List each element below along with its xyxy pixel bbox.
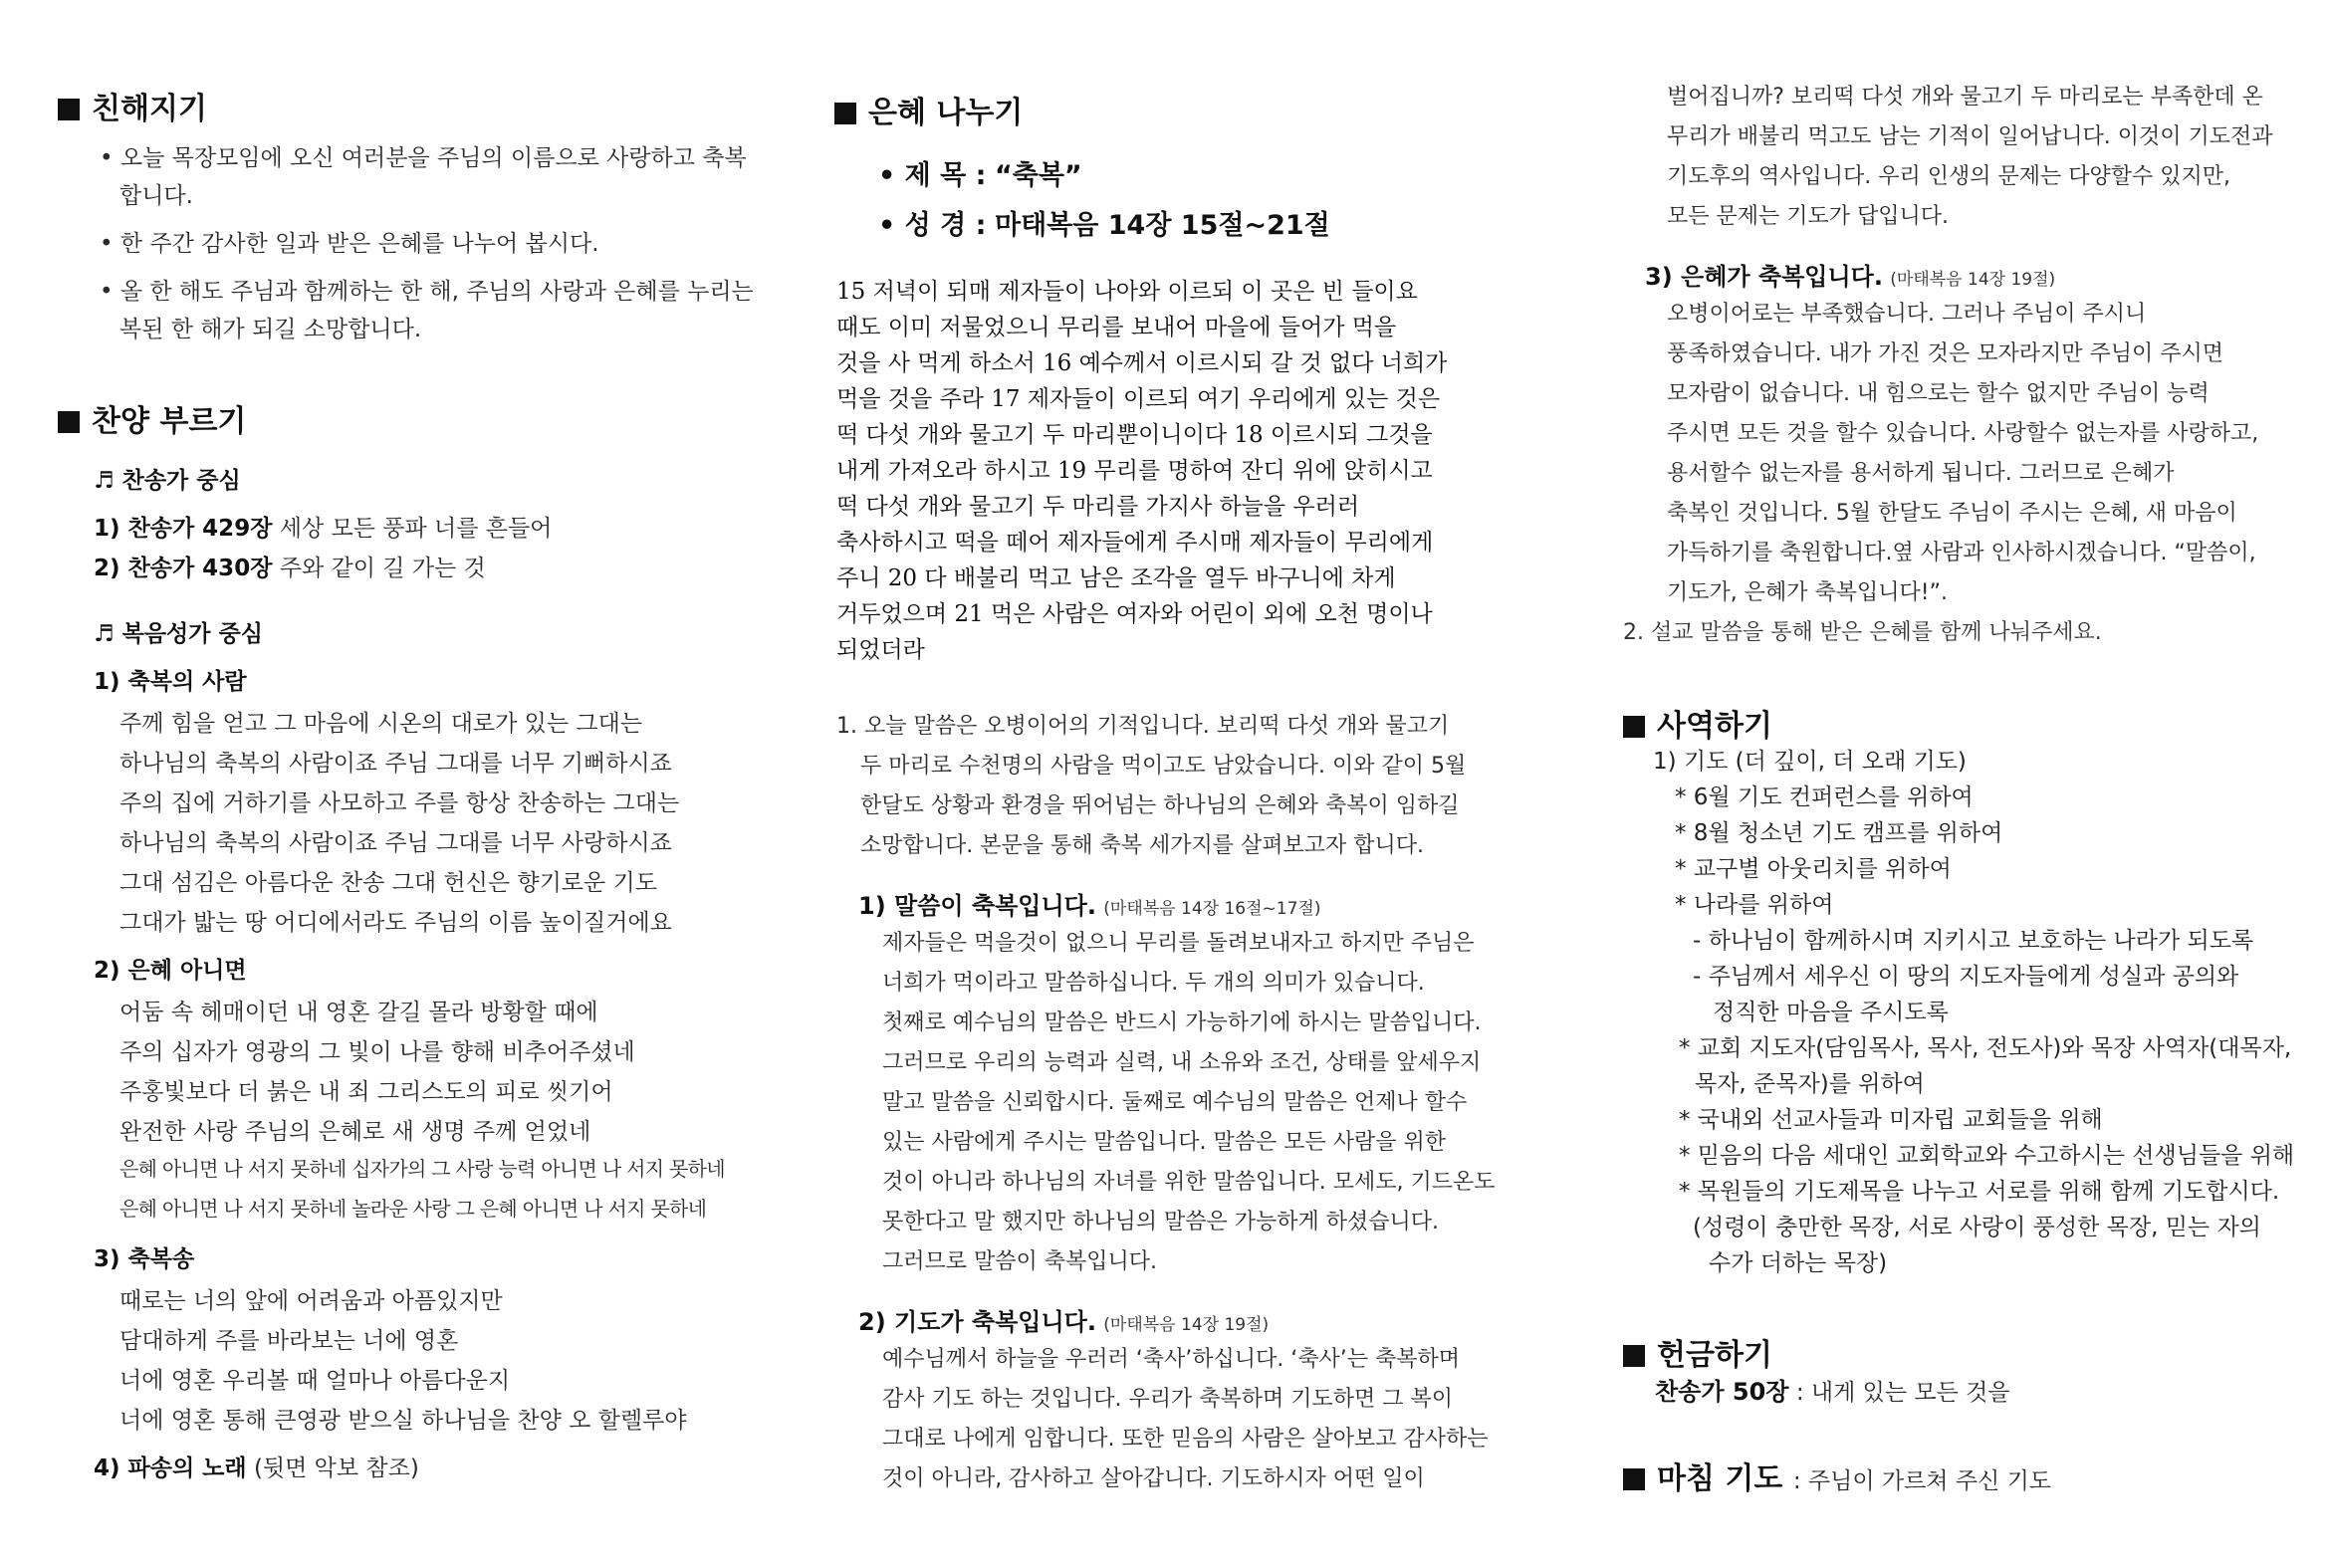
- point-1-line: 그러므로 말씀이 축복입니다.: [882, 1249, 1158, 1274]
- offering-hymn-title: : 내게 있는 모든 것을: [1795, 1380, 2010, 1406]
- point-3-line: 기도가, 은혜가 축복입니다!”.: [1667, 580, 1948, 605]
- prayer-heading: 1) 기도 (더 깊이, 더 오래 기도): [1653, 749, 1967, 775]
- point-1-line: 그러므로 우리의 능력과 실력, 내 소유와 조건, 상태를 앞세우지: [882, 1050, 1482, 1075]
- scripture-line: 거두었으며 21 먹은 사람은 여자와 어린이 외에 오천 명이나: [836, 601, 1433, 627]
- scripture-label: • 성 경 :: [878, 210, 987, 241]
- square-bullet-icon: [1623, 716, 1645, 738]
- square-bullet-icon: [834, 103, 856, 124]
- hymn-title: 세상 모든 풍파 너를 흔들어: [279, 516, 553, 542]
- prayer-item: * 교회 지도자(담임목사, 목사, 전도사)와 목장 사역자(대목자,: [1679, 1035, 2292, 1061]
- point-1-line: 너희가 먹이라고 말씀하십니다. 두 개의 의미가 있습니다.: [882, 971, 1425, 996]
- scripture-line: 떡 다섯 개와 물고기 두 마리를 가지사 하늘을 우러러: [836, 494, 1360, 520]
- point-3-heading: [1645, 257, 2055, 292]
- point-2-line: 예수님께서 하늘을 우러러 ‘축사’하십니다. ‘축사’는 축복하며: [882, 1347, 1460, 1372]
- prayer-item: * 나라를 위하여: [1675, 892, 1834, 918]
- prayer-item: 목자, 준목자)를 위하여: [1695, 1071, 1925, 1097]
- lyric-line: 주홍빛보다 더 붉은 내 죄 그리스도의 피로 씻기어: [119, 1079, 613, 1105]
- sermon-scripture: [878, 203, 1330, 242]
- hymn-label: 2) 찬송가 430장: [94, 556, 273, 581]
- song-title: 4) 파송의 노래: [94, 1456, 247, 1481]
- point-3-line: 용서할수 없는자를 용서하게 됩니다. 그러므로 은혜가: [1667, 461, 2175, 486]
- point-1-line: 첫째로 예수님의 말씀은 반드시 가능하기에 하시는 말씀입니다.: [882, 1010, 1482, 1035]
- lyric-line: 그대가 밟는 땅 어디에서라도 주님의 이름 높이질거에요: [119, 910, 672, 936]
- heading-text: 마침 기도: [1657, 1461, 1783, 1496]
- point-2-line: 그대로 나에게 임합니다. 또한 믿음의 사람은 살아보고 감사하는: [882, 1427, 1489, 1452]
- square-bullet-icon: [58, 99, 80, 120]
- lyric-line: 담대하게 주를 바라보는 너에 영혼: [119, 1328, 459, 1354]
- prayer-subitem: - 주님께서 세우신 이 땅의 지도자들에게 성실과 공의와: [1693, 964, 2239, 990]
- section-heading-fellowship: [58, 84, 207, 127]
- prayer-item: * 국내외 선교사들과 미자립 교회들을 위해: [1679, 1107, 2103, 1133]
- point-reference: (마태복음 14장 19절): [1890, 270, 2056, 290]
- point-title: 3) 은혜가 축복입니다.: [1645, 263, 1883, 291]
- sermon-intro-line: 한달도 상황과 환경을 뛰어넘는 하나님의 은혜와 축복이 임하길: [860, 793, 1460, 818]
- intro-line: 복된 한 해가 되길 소망합니다.: [119, 317, 422, 342]
- heading-text: 찬양 부르기: [92, 404, 247, 439]
- scripture-line: 내게 가져오라 하시고 19 무리를 명하여 잔디 위에 앉히시고: [836, 458, 1433, 484]
- prayer-item: 수가 더하는 목장): [1709, 1250, 1888, 1276]
- sermon-intro-line: 두 마리로 수천명의 사람을 먹이고도 남았습니다. 이와 같이 5월: [860, 754, 1467, 779]
- lyric-line: 어둠 속 헤매이던 내 영혼 갈길 몰라 방황할 때에: [119, 1000, 598, 1025]
- scripture-line: 것을 사 먹게 하소서 16 예수께서 이르시되 갈 것 없다 너희가: [836, 350, 1448, 376]
- scripture-line: 되었더라: [836, 637, 925, 663]
- sermon-title: [878, 153, 1082, 192]
- section-heading-offering: [1623, 1330, 1772, 1374]
- prayer-item: * 8월 청소년 기도 캠프를 위하여: [1675, 820, 2003, 846]
- intro-line: • 한 주간 감사한 일과 받은 은혜를 나누어 봅시다.: [100, 231, 599, 257]
- point-title: 2) 기도가 축복입니다.: [858, 1308, 1096, 1336]
- song-title: 2) 은혜 아니면: [94, 958, 247, 984]
- prayer-item: * 교구별 아웃리치를 위하여: [1675, 856, 1952, 882]
- square-bullet-icon: [58, 411, 80, 433]
- gospel-subheading: ♬ 복음성가 중심: [94, 621, 263, 647]
- continued-line: 벌어집니까? 보리떡 다섯 개와 물고기 두 마리로는 부족한데 온: [1667, 85, 2263, 110]
- point-1-line: 제자들은 먹을것이 없으니 무리를 돌려보내자고 하지만 주님은: [882, 931, 1475, 956]
- hymn-label: 1) 찬송가 429장: [94, 516, 273, 542]
- point-3-line: 오병이어로는 부족했습니다. 그러나 주님이 주시니: [1667, 302, 2147, 327]
- scripture-line: 때도 이미 저물었으니 무리를 보내어 마을에 들어가 먹을: [836, 315, 1397, 340]
- point-3-line: 모자람이 없습니다. 내 힘으로는 할수 없지만 주님이 능력: [1667, 381, 2210, 406]
- lyric-line: 주의 십자가 영광의 그 빛이 나를 향해 비추어주셨네: [119, 1039, 635, 1065]
- scripture-line: 15 저녁이 되매 제자들이 나아와 이르되 이 곳은 빈 들이요: [836, 279, 1418, 305]
- song-note: (뒷면 악보 참조): [253, 1456, 419, 1481]
- point-title: 1) 말씀이 축복입니다.: [858, 892, 1096, 920]
- prayer-item: * 목원들의 기도제목을 나누고 서로를 위해 함께 기도합시다.: [1679, 1179, 2280, 1205]
- prayer-subitem: - 하나님이 함께하시며 지키시고 보호하는 나라가 되도록: [1693, 928, 2254, 954]
- point-3-line: 주시면 모든 것을 할수 있습니다. 사랑할수 없는자를 사랑하고,: [1667, 421, 2259, 446]
- heading-text: 사역하기: [1657, 709, 1772, 744]
- heading-text: 친해지기: [92, 92, 207, 126]
- lyric-line: 너에 영혼 우리볼 때 얼마나 아름다운지: [119, 1368, 511, 1394]
- sermon-title-value: “축복”: [995, 160, 1082, 191]
- sermon-title-label: • 제 목 :: [878, 160, 987, 191]
- prayer-item: (성령이 충만한 목장, 서로 사랑이 풍성한 목장, 믿는 자의: [1693, 1215, 2261, 1240]
- sharing-question: 2. 설교 말씀을 통해 받은 은혜를 함께 나눠주세요.: [1623, 620, 2102, 645]
- point-reference: (마태복음 14장 16절~17절): [1103, 899, 1321, 919]
- point-1-line: 있는 사람에게 주시는 말씀입니다. 말씀은 모든 사람을 위한: [882, 1130, 1446, 1155]
- point-2-heading: [858, 1302, 1269, 1337]
- prayer-item: * 6월 기도 컨퍼런스를 위하여: [1675, 784, 1974, 810]
- scripture-line: 떡 다섯 개와 물고기 두 마리뿐이니이다 18 이르시되 그것을: [836, 422, 1433, 448]
- intro-line: • 올 한 해도 주님과 함께하는 한 해, 주님의 사랑과 은혜를 누리는: [100, 279, 754, 305]
- square-bullet-icon: [1623, 1345, 1645, 1367]
- lyric-line: 때로는 너의 앞에 어려움과 아픔있지만: [119, 1288, 503, 1314]
- lyric-line: 주의 집에 거하기를 사모하고 주를 항상 찬송하는 그대는: [119, 790, 680, 816]
- scripture-value: 마태복음 14장 15절~21절: [995, 210, 1330, 241]
- lyric-line: 너에 영혼 통해 큰영광 받으실 하나님을 찬양 오 할렐루야: [119, 1408, 687, 1434]
- point-3-line: 풍족하였습니다. 내가 가진 것은 모자라지만 주님이 주시면: [1667, 341, 2224, 366]
- sermon-intro-line: 1. 오늘 말씀은 오병이어의 기적입니다. 보리떡 다섯 개와 물고기: [836, 714, 1450, 739]
- song-title: 3) 축복송: [94, 1246, 195, 1272]
- scripture-line: 먹을 것을 주라 17 제자들이 이르되 여기 우리에게 있는 것은: [836, 386, 1441, 412]
- continued-line: 기도후의 역사입니다. 우리 인생의 문제는 다양할수 있지만,: [1667, 164, 2230, 189]
- lyric-line: 하나님의 축복의 사람이죠 주님 그대를 너무 사랑하시죠: [119, 830, 672, 856]
- point-1-line: 말고 말씀을 신뢰합시다. 둘째로 예수님의 말씀은 언제나 할수: [882, 1090, 1468, 1115]
- point-reference: (마태복음 14장 19절): [1103, 1315, 1270, 1335]
- offering-hymn: [1655, 1372, 2010, 1407]
- continued-line: 모든 문제는 기도가 답입니다.: [1667, 204, 1949, 229]
- lyric-line: 은혜 아니면 나 서지 못하네 십자가의 그 사랑 능력 아니면 나 서지 못하네: [119, 1157, 725, 1181]
- prayer-subitem: 정직한 마음을 주시도록: [1713, 1000, 1949, 1025]
- section-heading-sharing: [834, 88, 1023, 131]
- point-1-heading: [858, 886, 1320, 921]
- heading-text: 헌금하기: [1657, 1338, 1772, 1373]
- lyric-line: 은혜 아니면 나 서지 못하네 놀라운 사랑 그 은혜 아니면 나 서지 못하네: [119, 1197, 707, 1221]
- point-2-line: 감사 기도 하는 것입니다. 우리가 축복하며 기도하면 그 복이: [882, 1387, 1453, 1412]
- intro-line: 합니다.: [119, 183, 193, 209]
- heading-text: 은혜 나누기: [868, 96, 1024, 130]
- point-2-line: 것이 아니라, 감사하고 살아갑니다. 기도하시자 어떤 일이: [882, 1466, 1425, 1491]
- song-4: [94, 1450, 419, 1482]
- section-heading-praise: [58, 396, 246, 440]
- continued-line: 무리가 배불리 먹고도 남는 기적이 일어납니다. 이것이 기도전과: [1667, 124, 2273, 149]
- point-1-line: 못한다고 말 했지만 하나님의 말씀은 가능하게 하셨습니다.: [882, 1210, 1440, 1234]
- scripture-line: 주니 20 다 배불리 먹고 남은 조각을 열두 바구니에 차게: [836, 565, 1396, 591]
- hymn-subheading: ♬ 찬송가 중심: [94, 468, 241, 494]
- prayer-item: * 믿음의 다음 세대인 교회학교와 수고하시는 선생님들을 위해: [1679, 1143, 2295, 1169]
- offering-hymn-label: 찬송가 50장: [1655, 1378, 1789, 1406]
- point-3-line: 가득하기를 축원합니다.옆 사람과 인사하시겠습니다. “말씀이,: [1667, 541, 2256, 565]
- hymn-item-2: [94, 550, 486, 582]
- sermon-intro-line: 소망합니다. 본문을 통해 축복 세가지를 살펴보고자 합니다.: [860, 833, 1424, 858]
- song-title: 1) 축복의 사람: [94, 669, 247, 695]
- intro-line: • 오늘 목장모임에 오신 여러분을 주님의 이름으로 사랑하고 축복: [100, 145, 747, 171]
- closing-text: : 주님이 가르쳐 주신 기도: [1792, 1468, 2052, 1494]
- lyric-line: 하나님의 축복의 사람이죠 주님 그대를 너무 기뻐하시죠: [119, 751, 672, 777]
- square-bullet-icon: [1623, 1468, 1645, 1490]
- section-heading-closing: [1623, 1454, 2051, 1497]
- point-3-line: 축복인 것입니다. 5월 한달도 주님이 주시는 은혜, 새 마음이: [1667, 501, 2237, 526]
- lyric-line: 그대 섬김은 아름다운 찬송 그대 헌신은 향기로운 기도: [119, 870, 657, 896]
- lyric-line: 주께 힘을 얻고 그 마음에 시온의 대로가 있는 그대는: [119, 711, 643, 737]
- hymn-item-1: [94, 510, 552, 543]
- hymn-title: 주와 같이 길 가는 것: [279, 556, 486, 581]
- section-heading-ministry: [1623, 701, 1772, 745]
- point-1-line: 것이 아니라 하나님의 자녀를 위한 말씀입니다. 모세도, 기드온도: [882, 1170, 1496, 1195]
- lyric-line: 완전한 사랑 주님의 은혜로 새 생명 주께 얻었네: [119, 1119, 591, 1145]
- scripture-line: 축사하시고 떡을 떼어 제자들에게 주시매 제자들이 무리에게: [836, 530, 1434, 556]
